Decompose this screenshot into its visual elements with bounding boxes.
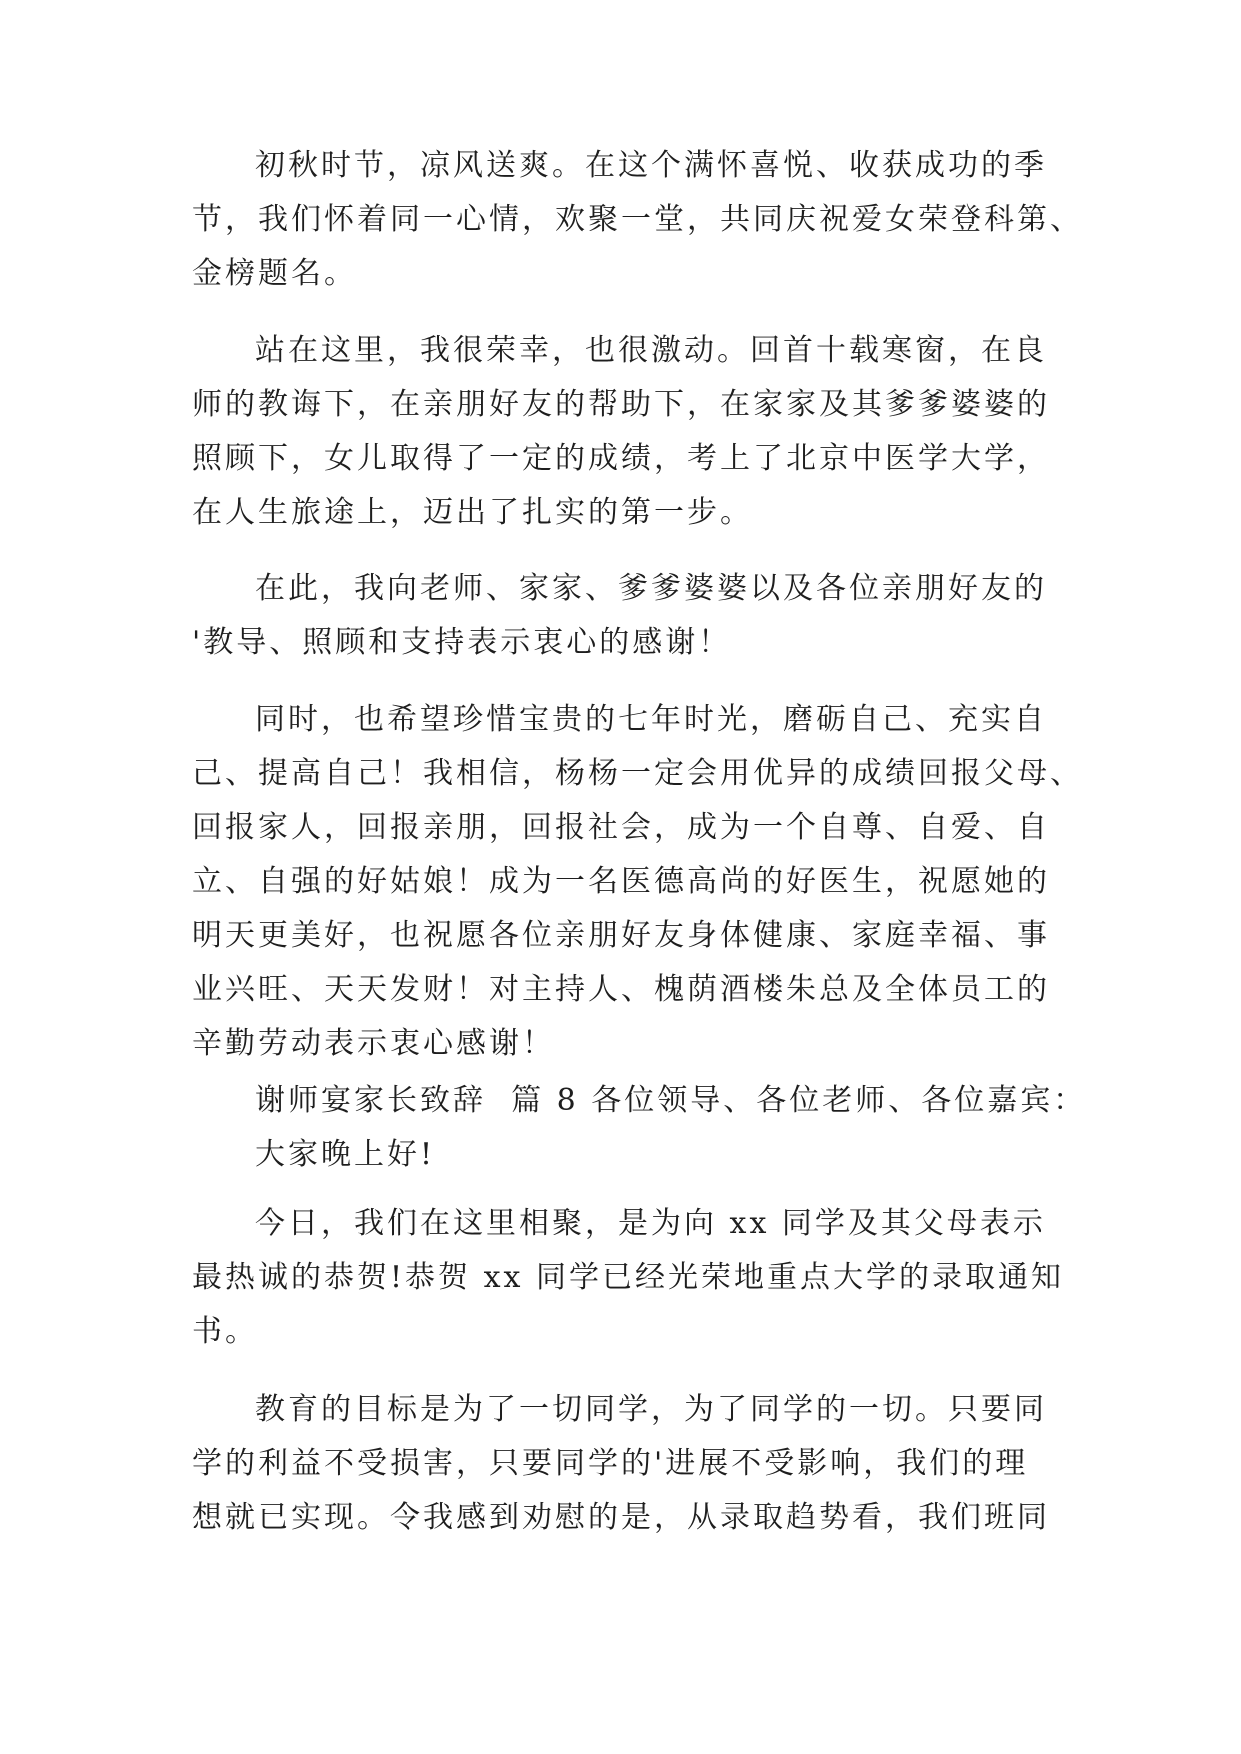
text-line: 节，我们怀着同一心情，欢聚一堂，共同庆祝爱女荣登科第、 bbox=[192, 202, 1083, 237]
text-line: 初秋时节，凉风送爽。在这个满怀喜悦、收获成功的季 bbox=[255, 148, 1047, 183]
text-line: 业兴旺、天天发财！对主持人、槐荫酒楼朱总及全体员工的 bbox=[192, 972, 1050, 1007]
text-line: 站在这里，我很荣幸，也很激动。回首十载寒窗，在良 bbox=[255, 333, 1047, 368]
text-line: 金榜题名。 bbox=[192, 256, 357, 291]
text-line: 立、自强的好姑娘！成为一名医德高尚的好医生，祝愿她的 bbox=[192, 864, 1050, 899]
text-line: 己、提高自己！我相信，杨杨一定会用优异的成绩回报父母、 bbox=[192, 756, 1083, 791]
text-line: 谢师宴家长致辞 篇 8 各位领导、各位老师、各位嘉宾： bbox=[255, 1083, 1087, 1118]
text-line: 学的利益不受损害，只要同学的'进展不受影响，我们的理 bbox=[192, 1446, 1029, 1481]
text-line: 照顾下，女儿取得了一定的成绩，考上了北京中医学大学， bbox=[192, 441, 1050, 476]
text-line: 书。 bbox=[192, 1314, 258, 1349]
text-line: 最热诚的恭贺!恭贺 xx 同学已经光荣地重点大学的录取通知 bbox=[192, 1260, 1064, 1295]
text-line: 辛勤劳动表示衷心感谢！ bbox=[192, 1026, 555, 1061]
text-line: 大家晚上好! bbox=[255, 1137, 436, 1172]
text-line: 在此，我向老师、家家、爹爹婆婆以及各位亲朋好友的 bbox=[255, 571, 1047, 606]
text-line: 今日，我们在这里相聚，是为向 xx 同学及其父母表示 bbox=[255, 1206, 1046, 1241]
text-line: 师的教诲下，在亲朋好友的帮助下，在家家及其爹爹婆婆的 bbox=[192, 387, 1050, 422]
text-line: 明天更美好，也祝愿各位亲朋好友身体健康、家庭幸福、事 bbox=[192, 918, 1050, 953]
text-line: '教导、照顾和支持表示衷心的感谢！ bbox=[192, 625, 732, 660]
text-line: 在人生旅途上，迈出了扎实的第一步。 bbox=[192, 495, 753, 530]
text-line: 回报家人，回报亲朋，回报社会，成为一个自尊、自爱、自 bbox=[192, 810, 1050, 845]
text-line: 同时，也希望珍惜宝贵的七年时光，磨砺自己、充实自 bbox=[255, 702, 1047, 737]
text-line: 教育的目标是为了一切同学，为了同学的一切。只要同 bbox=[255, 1392, 1047, 1427]
text-line: 想就已实现。令我感到劝慰的是，从录取趋势看，我们班同 bbox=[192, 1500, 1050, 1535]
